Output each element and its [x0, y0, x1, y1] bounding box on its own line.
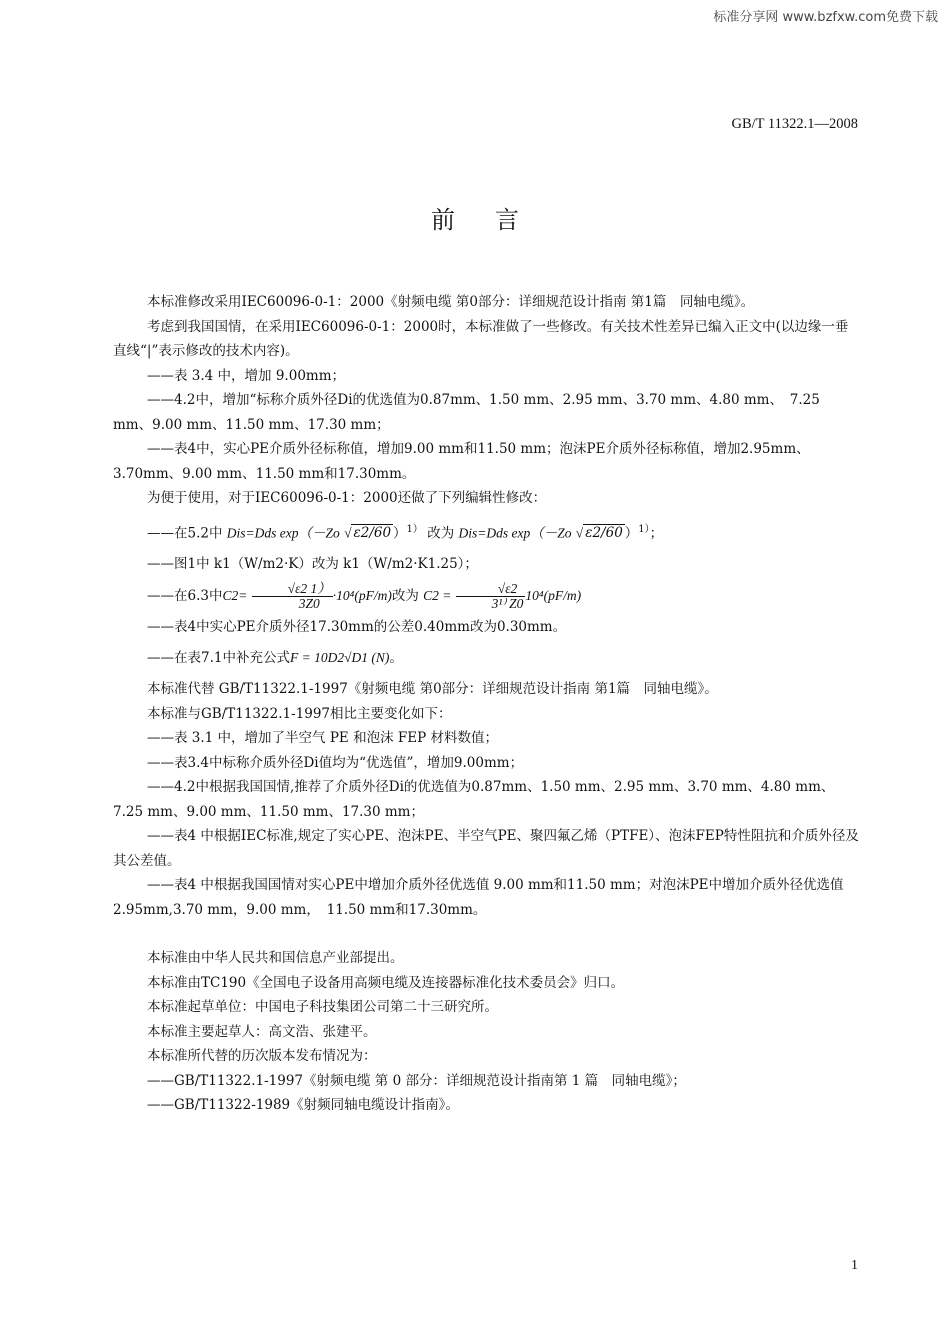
formula-prefix: ——在5.2中	[147, 525, 223, 541]
formula-sqrt: ε2/60	[585, 525, 623, 541]
standard-number: GB/T 11322.1—2008	[731, 116, 858, 132]
sqrt-symbol: √	[344, 525, 352, 540]
formula-expr: Dis=Dds exp（－Zo	[458, 525, 572, 540]
paragraph: ——GB/T11322-1989《射频同轴电缆设计指南》。	[147, 1097, 459, 1113]
foreword-body	[113, 290, 861, 1118]
fraction	[252, 582, 333, 611]
formula-expr: k1（W/m2·K）改为	[213, 556, 339, 572]
paragraph: ——表4中实心PE介质外径17.30mm的公差0.40mm改为0.30mm。	[147, 618, 567, 635]
paragraph: ——表3.4中标称介质外径Di值均为“优选值”，增加9.00mm；	[147, 754, 524, 771]
watermark-text: 标准分享网 www.bzfxw.com免费下载	[713, 10, 938, 25]
formula-tail: 10⁴(pF/m)	[525, 587, 582, 603]
formula-connector: 改为	[427, 525, 455, 541]
paragraph: 本标准由TC190《全国电子设备用高频电缆及连接器标准化技术委员会》归口。	[147, 974, 625, 991]
paragraph: 本标准由中华人民共和国信息产业部提出。	[147, 950, 404, 966]
formula-prefix: ——图1中	[147, 556, 210, 572]
paragraph: ——表 3.1 中，增加了半空气 PE 和泡沫 FEP 材料数值；	[147, 730, 498, 746]
paragraph: 考虑到我国国情，在采用IEC60096-0-1：2000时，本标准做了一些修改。有关技术性差异已编入正文中(以边缘一垂直线“|”表示修改的技术内容)。	[113, 318, 849, 359]
formula-connector: 改为	[391, 587, 419, 604]
paragraph: ——4.2中，增加“标称介质外径Di的优选值为0.87mm、1.50 mm、2.95 mm、3.70 mm、4.80 mm、 7.25 mm、9.00 mm、11.50 mm、17.30 mm；	[113, 392, 820, 433]
paragraph: ——GB/T11322.1-1997《射频电缆 第 0 部分：详细规范设计指南第 1 篇 同轴电缆》；	[147, 1072, 686, 1089]
formula-line-5-2: ——在5.2中 Dis=Dds exp（－Zo √ ε2/60 ）$^{1)}$ 改为 Dis=Dds exp（－Zo √ ε2/60 ）$^{1)}$；	[147, 523, 664, 541]
fraction-denominator: 3¹⁾ Z0	[491, 595, 524, 611]
fraction-denominator: 3Z0	[298, 595, 320, 611]
paragraph: 本标准修改采用IEC60096-0-1：2000《射频电缆 第0部分：详细规范设计指南 第1篇 同轴电缆》。	[147, 294, 755, 310]
formula-line-6-3	[113, 577, 861, 615]
section-gap	[113, 922, 861, 946]
paragraph: ——表 3.4 中，增加 9.00mm；	[147, 367, 346, 384]
formula-prefix: ——在表7.1中补充公式	[147, 650, 290, 666]
footnote-mark: 1）	[406, 523, 423, 535]
fraction	[456, 582, 526, 611]
paragraph: 本标准与GB/T11322.1-1997相比主要变化如下：	[147, 705, 452, 722]
page-title: 前言	[431, 206, 559, 234]
formula-expr: k1（W/m2·K1.25）；	[343, 556, 478, 572]
sqrt-symbol: √	[575, 525, 584, 540]
formula-expr: Dis=Dds exp（－Zo	[226, 525, 340, 540]
formula-end: ；	[649, 525, 664, 541]
formula-lhs: C2=	[222, 587, 248, 603]
footnote-mark: 1）	[638, 523, 650, 535]
page-number: 1	[851, 1258, 858, 1273]
paragraph: ——表4 中根据我国国情对实心PE中增加介质外径优选值 9.00 mm和11.50 mm；对泡沫PE中增加介质外径优选值2.95mm,3.70 mm，9.00 mm， 11.50 mm和17.30mm。	[113, 877, 844, 918]
paragraph: ——表4中，实心PE介质外径标称值，增加9.00 mm和11.50 mm；泡沫PE介质外径标称值，增加2.95mm、3.70mm、9.00 mm、11.50 mm和17.30mm。	[113, 441, 810, 482]
paragraph: ——4.2中根据我国国情,推荐了介质外径Di的优选值为0.87mm、1.50 mm、2.95 mm、3.70 mm、4.80 mm、7.25 mm、9.00 mm、11.50 mm、17.30 mm；	[113, 779, 835, 820]
fraction-numerator: √ε2 1）	[252, 582, 333, 597]
formula-line-7-1	[113, 639, 861, 677]
paragraph: ——表4 中根据IEC标准,规定了实心PE、泡沫PE、半空气PE、聚四氟乙烯（PTFE）、泡沫FEP特性阻抗和介质外径及其公差值。	[113, 828, 859, 869]
paragraph: 为便于使用，对于IEC60096-0-1：2000还做了下列编辑性修改：	[147, 490, 547, 506]
formula-lhs: C2 =	[423, 587, 452, 603]
formula-line-fig1	[113, 552, 861, 577]
formula-expr: F = 10D2√D1 (N)	[289, 650, 390, 665]
formula-end: 。	[389, 650, 403, 666]
paragraph: 本标准主要起草人：高文浩、张建平。	[147, 1023, 377, 1040]
paragraph: 本标准所代替的历次版本发布情况为：	[147, 1048, 377, 1064]
paragraph: 本标准起草单位：中国电子科技集团公司第二十三研究所。	[147, 999, 498, 1015]
formula-sqrt: ε2/60	[353, 525, 392, 541]
formula-prefix: ——在6.3中	[147, 587, 223, 604]
fraction-numerator: √ε2	[456, 582, 526, 597]
paragraph: 本标准代替 GB/T11322.1-1997《射频电缆 第0部分：详细规范设计指南 第1篇 同轴电缆》。	[147, 681, 718, 697]
formula-tail: ·10⁴(pF/m)	[332, 587, 392, 603]
